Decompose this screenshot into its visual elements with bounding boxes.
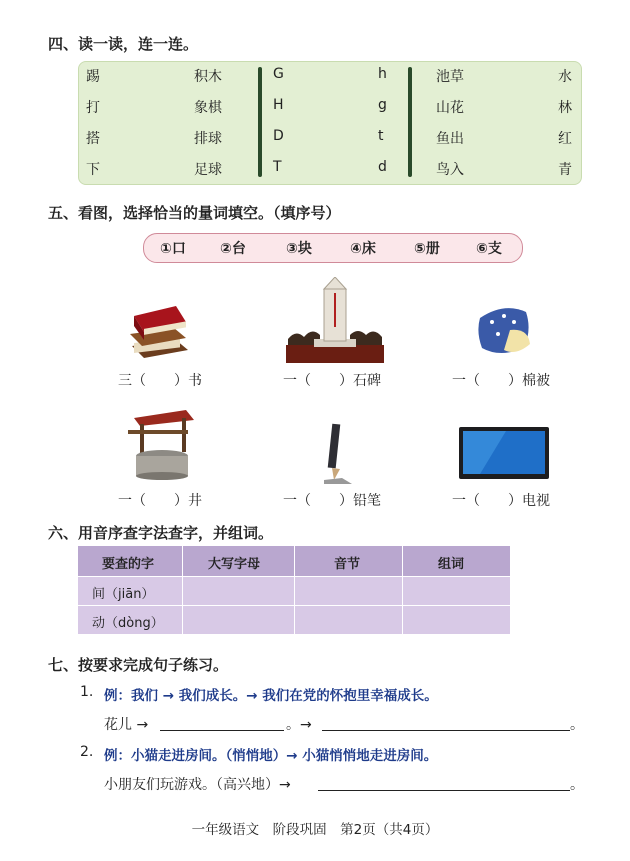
lookup-table [78,546,510,634]
books-icon [126,300,192,364]
s4-mid-3: 鱼出 [436,131,464,147]
caption-3: 一（ ）棉被 [452,373,550,389]
q2-number: 2. [80,744,94,760]
measure-word-5: ⑤册 [414,241,440,257]
section6-title: 六、用音序查字法查字，并组词。 [48,524,274,542]
caption-4: 一（ ）井 [118,493,202,509]
s4-word-1: 积木 [194,69,222,85]
section5-title: 五、看图，选择恰当的量词填空。（填序号） [48,204,341,222]
s4-left-1: 踢 [86,69,100,85]
well-icon [122,400,200,480]
s4-upper-3: D [273,128,284,144]
monument-icon [286,277,384,365]
section7-title: 七、按要求完成句子练习。 [48,656,229,674]
page-footer: 一年级语文 阶段巩固 第2页（共4页） [191,822,439,838]
s4-word-2: 象棋 [194,100,222,116]
row-char-1: 间（jiān） [92,587,155,602]
s4-right-3: 红 [558,131,572,147]
s4-mid-4: 鸟入 [436,162,464,178]
s4-mid-1: 池草 [436,69,464,85]
q2-prompt: 小朋友们玩游戏。（高兴地）→ [104,777,291,793]
matching-box [78,61,582,185]
s4-right-4: 青 [558,162,572,178]
s4-lower-3: t [378,128,384,144]
s4-lower-4: d [378,159,387,175]
q2-blank[interactable] [318,789,570,791]
pencil-icon [318,422,358,484]
measure-word-3: ③块 [286,241,312,257]
s4-left-3: 搭 [86,131,100,147]
measure-word-1: ①口 [160,241,186,257]
s4-word-3: 排球 [194,131,222,147]
q1-example: 例：我们 → 我们成长。→ 我们在党的怀抱里幸福成长。 [104,688,438,704]
s4-word-4: 足球 [194,162,222,178]
measure-word-box [143,233,523,263]
quilt-icon [474,300,534,360]
q1-prompt: 花儿 → [104,717,149,733]
s4-mid-2: 山花 [436,100,464,116]
s4-lower-1: h [378,66,387,82]
divider-bar-1 [258,67,262,177]
col-header-char: 要查的字 [102,557,155,572]
q2-example: 例：小猫走进房间。（悄悄地）→ 小猫悄悄地走进房间。 [104,748,438,764]
q1-end: 。 [570,717,584,733]
row-char-2: 动（dòng） [92,616,164,631]
measure-word-4: ④床 [350,241,376,257]
s4-right-1: 水 [558,69,572,85]
caption-1: 三（ ）书 [118,373,202,389]
s4-left-2: 打 [86,100,100,116]
caption-6: 一（ ）电视 [452,493,550,509]
s4-lower-2: g [378,97,387,113]
measure-word-6: ⑥支 [476,241,502,257]
q1-blank-2[interactable] [322,729,570,731]
divider-bar-2 [408,67,412,177]
s4-left-4: 下 [86,162,100,178]
col-header-words: 组词 [438,557,465,572]
s4-upper-4: T [273,159,282,175]
s4-upper-2: H [273,97,284,113]
caption-2: 一（ ）石碑 [283,373,381,389]
s4-upper-1: G [273,66,284,82]
q1-arrow: 。→ [286,717,312,733]
section4-title: 四、读一读，连一连。 [48,35,199,53]
s4-right-2: 林 [558,100,572,116]
col-header-letter: 大写字母 [208,557,261,572]
col-header-syllable: 音节 [334,557,361,572]
caption-5: 一（ ）铅笔 [283,493,381,509]
tv-icon [458,426,550,482]
q1-blank-1[interactable] [160,729,284,731]
q1-number: 1. [80,684,94,700]
measure-word-2: ②台 [220,241,246,257]
q2-end: 。 [570,777,584,793]
